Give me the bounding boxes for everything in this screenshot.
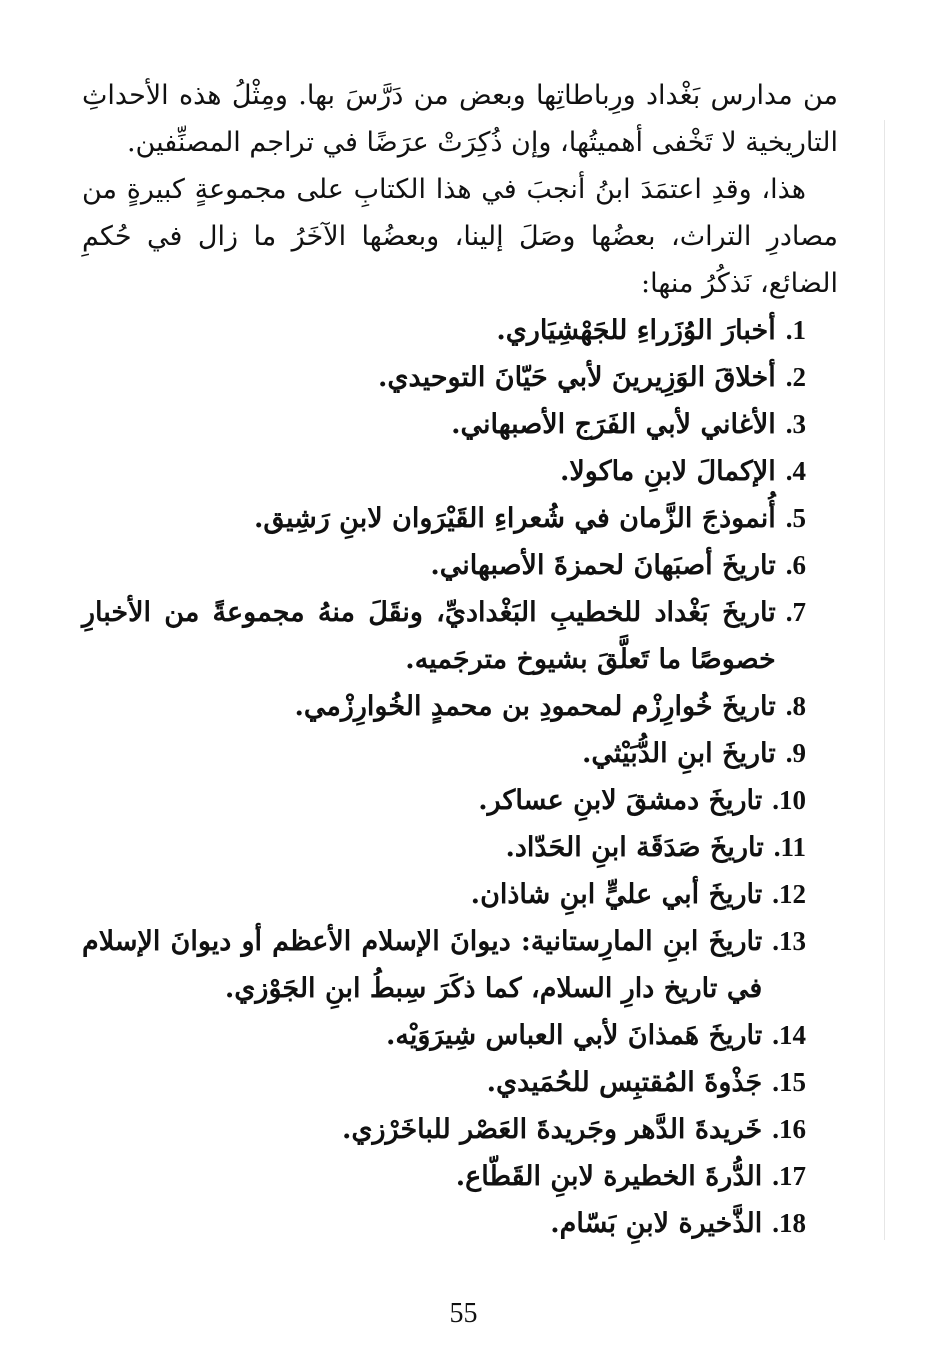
list-item-text: الأغاني لأبي الفَرَج الأصبهاني. <box>451 409 776 440</box>
list-item-number: 9. <box>785 738 806 768</box>
list-item-body <box>386 1012 762 1059</box>
list-item-number: 11. <box>773 832 806 862</box>
list-item-body <box>254 495 776 542</box>
list-item-text: الذَّخيرة لابنِ بَسّام. <box>550 1208 763 1239</box>
list-item-text: أخبارَ الوُزَراءِ للجَهْشِيَاري. <box>496 315 776 346</box>
page-body <box>82 72 838 1247</box>
page-number: 55 <box>449 1298 478 1329</box>
list-item <box>82 683 838 730</box>
list-item-text: جَذْوةَ المُقتبِس للحُمَيدي. <box>486 1067 763 1098</box>
list-item-text: تاريخَ أبي عليٍّ ابنِ شاذان. <box>470 879 763 910</box>
paragraph-intro: من مدارس بَغْداد ورِباطاتِها وبعض من دَرَّسَ بها. ومِثْلُ هذه الأحداثِ التاريخية لا تَخْفى أهميتُها، وإن ذُكِرَتْ عرَضًا في تراجم المصنِّفين. <box>82 80 838 158</box>
list-item <box>82 1012 838 1059</box>
list-item-text: أخلاقَ الوَزِيرينَ لأبي حَيّانَ التوحيدي. <box>378 362 776 393</box>
list-item-body <box>582 730 776 777</box>
list-item-body <box>550 1200 762 1247</box>
list-item-text: الإكمالَ لابنِ ماكولا. <box>559 456 776 487</box>
list-item-body <box>487 1059 763 1106</box>
list-item-body <box>342 1106 762 1153</box>
list-item-text: خَريدةَ الدَّهر وجَريدةَ العَصْر للباخَرْزي. <box>341 1114 763 1145</box>
list-item-number: 2. <box>785 362 806 392</box>
list-item-text: تاريخَ دمشقَ لابنِ عساكر. <box>478 785 763 816</box>
list-item-text: تاريخَ صَدَقَة ابنِ الحَدّاد. <box>505 832 764 863</box>
list-item-number: 1. <box>785 315 806 345</box>
list-item <box>82 1059 838 1106</box>
list-item-number: 16. <box>772 1114 806 1144</box>
list-item <box>82 824 838 871</box>
list-item-body <box>506 824 764 871</box>
list-item <box>82 307 838 354</box>
list-item <box>82 730 838 777</box>
list-item-number: 4. <box>785 456 806 486</box>
list-item-body <box>478 777 762 824</box>
list-item-number: 8. <box>785 691 806 721</box>
list-item-number: 17. <box>772 1161 806 1191</box>
list-item-number: 7. <box>785 597 806 627</box>
list-item-number: 13. <box>772 926 806 956</box>
list-item <box>82 1200 838 1247</box>
list-item-body <box>82 589 776 683</box>
list-item-number: 5. <box>785 503 806 533</box>
list-item-number: 3. <box>785 409 806 439</box>
list-item-body <box>560 448 776 495</box>
list-item-body <box>451 401 776 448</box>
list-item <box>82 777 838 824</box>
margin-rule <box>884 120 885 1240</box>
list-item <box>82 495 838 542</box>
list-item-body <box>471 871 763 918</box>
list-item <box>82 401 838 448</box>
list-item-number: 18. <box>772 1208 806 1238</box>
paragraph-sources: هذا، وقدِ اعتمَدَ ابنُ أنجبَ في هذا الكتابِ على مجموعةٍ كبيرةٍ من مصادرِ التراث، بعضُها وصَلَ إلينا، وبعضُها الآخَرُ ما زال في حُكمِ الضائع، نَذكُرُ منها: <box>82 174 838 299</box>
list-item-text: أُنموذجَ الزَّمان في شُعراءِ القَيْرَوان لابنِ رَشِيق. <box>254 503 776 534</box>
list-item-number: 6. <box>785 550 806 580</box>
list-item <box>82 1153 838 1200</box>
list-item <box>82 448 838 495</box>
list-item-text: تاريخَ ابنِ الدُّبَيْثي. <box>582 738 776 769</box>
sources-list <box>82 307 838 1247</box>
list-item-number: 10. <box>772 785 806 815</box>
list-item-text: تاريخَ هَمذانَ لأبي العباس شِيرَوَيْه. <box>385 1020 763 1051</box>
list-item-text: تاريخَ ابنِ المارِستانية: ديوانَ الإسلام الأعظم أو ديوانَ الإسلام في تاريخ دارِ السلام، كما ذكَرَ سِبطُ ابنِ الجَوْزي. <box>82 926 763 1004</box>
list-item-body <box>294 683 775 730</box>
list-item <box>82 871 838 918</box>
list-item-text: تاريخَ خُوارِزْم لمحمودِ بن محمدٍ الخُوارِزْمي. <box>294 691 776 722</box>
list-item-number: 15. <box>772 1067 806 1097</box>
list-item-number: 14. <box>772 1020 806 1050</box>
list-item-body <box>456 1153 763 1200</box>
list-item-text: تاريخَ أصبَهانَ لحمزةَ الأصبهاني. <box>430 550 776 581</box>
list-item-number: 12. <box>772 879 806 909</box>
list-item <box>82 542 838 589</box>
list-item <box>82 918 838 1012</box>
list-item-text: تاريخَ بَغْداد للخطيبِ البَغْداديِّ، ونقَلَ منهُ مجموعةً من الأخبارِ خصوصًا ما تَعلَّقَ بشيوخ مترجَميه. <box>82 597 776 675</box>
list-item-text: الدُّرةَ الخطيرة لابنِ القَطّاع. <box>455 1161 763 1192</box>
list-item-body <box>496 307 775 354</box>
list-item-body <box>82 918 762 1012</box>
list-item <box>82 354 838 401</box>
list-item-body <box>430 542 775 589</box>
list-item <box>82 589 838 683</box>
list-item <box>82 1106 838 1153</box>
list-item-body <box>378 354 776 401</box>
